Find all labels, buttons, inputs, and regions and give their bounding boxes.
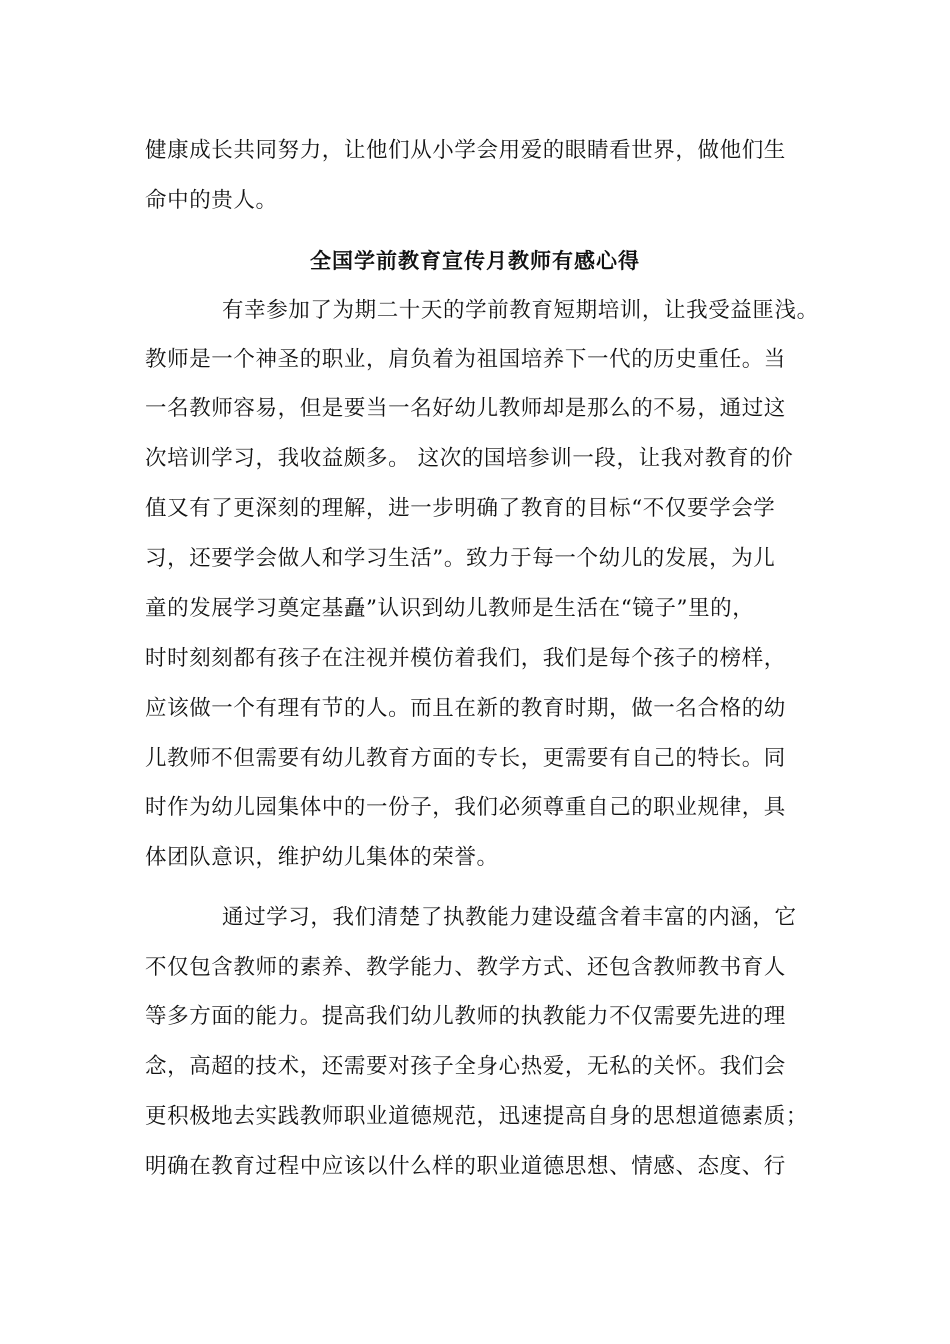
paragraph1-line-5: 值又有了更深刻的理解，进一步明确了教育的目标“不仅要学会学: [145, 496, 776, 521]
paragraph1-line-6: 习，还要学会做人和学习生活”。致力于每一个幼儿的发展，为儿: [145, 546, 776, 571]
document-title: 全国学前教育宣传月教师有感心得: [310, 249, 640, 273]
paragraph1-line-9: 应该做一个有理有节的人。而且在新的教育时期，做一名合格的幼: [145, 696, 786, 721]
paragraph1-line-2: 教师是一个神圣的职业，肩负着为祖国培养下一代的历史重任。当: [145, 347, 786, 372]
paragraph2-line-1: 通过学习，我们清楚了执教能力建设蕴含着丰富的内涵，它: [222, 905, 797, 930]
paragraph1-line-11: 时作为幼儿园集体中的一份子，我们必须尊重自己的职业规律，具: [145, 795, 786, 820]
paragraph1-line-8: 时时刻刻都有孩子在注视并模仿着我们，我们是每个孩子的榜样，: [145, 646, 786, 671]
paragraph1-line-7: 童的发展学习奠定基矗”认识到幼儿教师是生活在“镜子”里的，: [145, 596, 755, 621]
paragraph1-line-10: 儿教师不但需要有幼儿教育方面的专长，更需要有自己的特长。同: [145, 746, 786, 771]
paragraph2-line-2: 不仅包含教师的素养、教学能力、教学方式、还包含教师教书育人: [145, 955, 786, 980]
intro-line-1: 健康成长共同努力，让他们从小学会用爱的眼睛看世界，做他们生: [145, 138, 786, 163]
paragraph1-line-1: 有幸参加了为期二十天的学前教育短期培训，让我受益匪浅。: [222, 298, 819, 323]
paragraph2-line-4: 念，高超的技术，还需要对孩子全身心热爱，无私的关怀。我们会: [145, 1054, 786, 1079]
paragraph1-line-3: 一名教师容易，但是要当一名好幼儿教师却是那么的不易，通过这: [145, 396, 786, 421]
paragraph1-line-4: 次培训学习，我收益颇多。 这次的国培参训一段，让我对教育的价: [145, 446, 794, 471]
paragraph1-line-12: 体团队意识，维护幼儿集体的荣誉。: [145, 845, 499, 870]
paragraph2-line-5: 更积极地去实践教师职业道德规范，迅速提高自身的思想道德素质；: [145, 1104, 809, 1129]
paragraph2-line-6: 明确在教育过程中应该以什么样的职业道德思想、情感、态度、行: [145, 1154, 786, 1179]
intro-line-2: 命中的贵人。: [145, 188, 278, 213]
paragraph2-line-3: 等多方面的能力。提高我们幼儿教师的执教能力不仅需要先进的理: [145, 1004, 786, 1029]
